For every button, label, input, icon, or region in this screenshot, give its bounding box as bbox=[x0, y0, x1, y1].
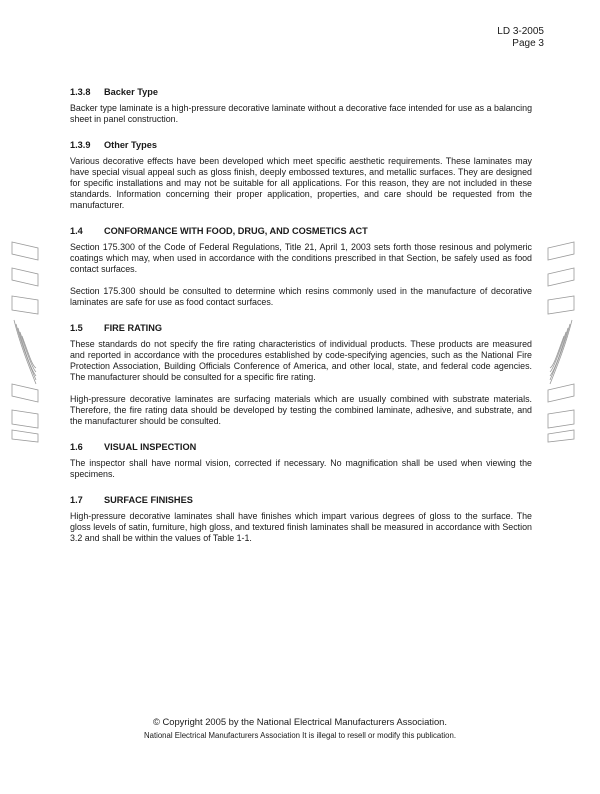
section-number: 1.7 bbox=[70, 495, 83, 505]
section-heading bbox=[70, 225, 532, 237]
section-heading bbox=[70, 86, 532, 98]
section-visual-inspection bbox=[70, 441, 532, 480]
section-number: 1.3.9 bbox=[70, 140, 91, 150]
section-number: 1.6 bbox=[70, 442, 83, 452]
section-heading bbox=[70, 139, 532, 151]
nema-watermark-logo-right bbox=[544, 234, 578, 444]
paragraph: Section 175.300 should be consulted to determine which resins commonly used in the manufacture of decorative laminates are safe for use as food contact surfaces. bbox=[70, 286, 532, 307]
page-header bbox=[497, 26, 544, 50]
nema-watermark-logo-left bbox=[8, 234, 42, 444]
resale-notice: National Electrical Manufacturers Association It is illegal to resell or modify this publication. bbox=[143, 731, 457, 740]
section-title: Other Types bbox=[104, 140, 157, 150]
section-title: Backer Type bbox=[104, 87, 158, 97]
page-footer bbox=[0, 716, 600, 742]
paragraph: The inspector shall have normal vision, corrected if necessary. No magnification shall be used when viewing the specimens. bbox=[70, 458, 532, 479]
section-heading bbox=[70, 441, 532, 453]
paragraph: These standards do not specify the fire rating characteristics of individual products. These products are measured and reported in accordance with the procedures established by code-specifying agencies, such as the National Fire Protection Association, Building Officials Conference of America, and other local, state, and federal code agencies. The manufacturer should be consulted for a specific fire rating. bbox=[70, 339, 532, 382]
section-surface-finishes bbox=[70, 494, 532, 544]
section-heading bbox=[70, 494, 532, 506]
section-number: 1.5 bbox=[70, 323, 83, 333]
paragraph: Various decorative effects have been developed which meet specific aesthetic requirements. These laminates may have special visual appeal such as gloss finish, deeply embossed textures, and metallic surfaces. They are designed for specific installations and may not be suitable for all applications. For this reason, they are not included in these standards. Information concerning their proper application, properties, and care should be requested from the manufacturer. bbox=[70, 156, 532, 210]
section-fire-rating bbox=[70, 322, 532, 427]
copyright-notice: © Copyright 2005 by the National Electrical Manufacturers Association. bbox=[152, 716, 448, 727]
section-title: FIRE RATING bbox=[104, 323, 163, 333]
document-id: LD 3-2005 bbox=[497, 26, 544, 37]
paragraph: Backer type laminate is a high-pressure decorative laminate without a decorative face intended for use as a balancing sheet in panel construction. bbox=[70, 103, 532, 124]
section-other-types bbox=[70, 139, 532, 211]
section-number: 1.4 bbox=[70, 226, 83, 236]
document-body bbox=[70, 86, 532, 558]
paragraph: High-pressure decorative laminates shall have finishes which impart various degrees of gloss to the surface. The gloss levels of satin, furniture, high gloss, and textured finish laminates shall be measured in accordance with Section 3.2 and shall be within the values of Table 1-1. bbox=[70, 511, 532, 543]
section-title: VISUAL INSPECTION bbox=[104, 442, 197, 452]
section-backer-type bbox=[70, 86, 532, 125]
section-title: CONFORMANCE WITH FOOD, DRUG, AND COSMETICS ACT bbox=[104, 226, 368, 236]
paragraph: Section 175.300 of the Code of Federal Regulations, Title 21, April 1, 2003 sets forth those resinous and polymeric coatings which may, when used in accordance with the conditions prescribed in that Section, be safely used as food contact surfaces. bbox=[70, 242, 532, 274]
section-title: SURFACE FINISHES bbox=[104, 495, 193, 505]
section-number: 1.3.8 bbox=[70, 87, 91, 97]
section-conformance-food-drug-cosmetics bbox=[70, 225, 532, 308]
page-number: Page 3 bbox=[512, 38, 544, 49]
paragraph: High-pressure decorative laminates are surfacing materials which are usually combined with substrate materials. Therefore, the fire rating data should be developed by testing the combined laminate, adhesive, and substrate, and the manufacturer should be consulted. bbox=[70, 394, 532, 426]
section-heading bbox=[70, 322, 532, 334]
